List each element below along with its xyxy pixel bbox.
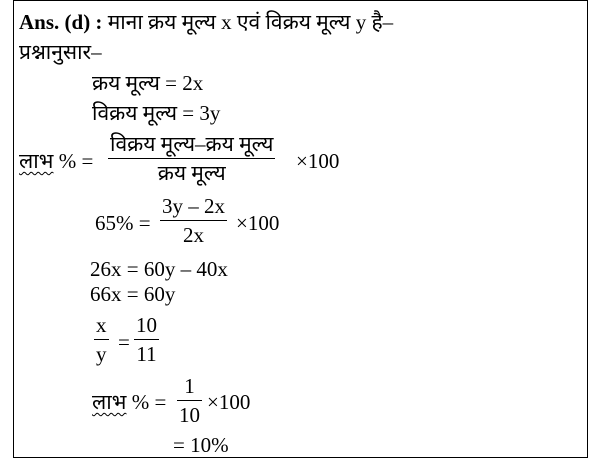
ratio-equals: = <box>118 330 130 354</box>
ratio-left-fraction <box>94 313 109 366</box>
final-profit-lhs-rest: % = <box>126 390 167 414</box>
final-fraction <box>177 374 202 427</box>
final-numerator: 1 <box>184 374 195 398</box>
cost-price-equation: क्रय मूल्य = 2x <box>92 71 204 95</box>
ratio-right-numerator: 10 <box>136 313 157 337</box>
fraction-bar <box>134 339 159 340</box>
profit-formula-numerator: विक्रय मूल्य–क्रय मूल्य <box>110 132 274 156</box>
ratio-right-denominator: 11 <box>136 342 157 366</box>
step1-lhs: 65% = <box>95 211 151 235</box>
fraction-bar <box>160 220 227 221</box>
step1-multiplier: ×100 <box>236 211 280 235</box>
fraction-bar <box>177 400 202 401</box>
result-line: = 10% <box>173 433 229 457</box>
ratio-left-numerator: x <box>96 313 107 337</box>
intro-text: माना क्रय मूल्य x एवं विक्रय मूल्य y है– <box>107 10 394 34</box>
according-to-question: प्रश्नानुसार– <box>19 40 102 64</box>
step1-fraction <box>160 194 227 247</box>
final-multiplier: ×100 <box>207 390 251 414</box>
profit-formula-fraction <box>108 132 275 185</box>
selling-price-equation: विक्रय मूल्य = 3y <box>92 101 221 125</box>
profit-formula-multiplier: ×100 <box>296 149 340 173</box>
step1-denominator: 2x <box>183 223 204 247</box>
answer-label: Ans. (d) : <box>19 10 103 34</box>
fraction-bar <box>94 339 109 340</box>
final-profit-word: लाभ <box>92 390 127 414</box>
final-profit-lhs <box>92 390 166 414</box>
ratio-right-fraction <box>134 313 159 366</box>
profit-lhs-rest: % = <box>53 149 94 173</box>
final-denominator: 10 <box>179 403 200 427</box>
fraction-bar <box>108 158 275 159</box>
profit-formula-lhs <box>19 149 93 173</box>
profit-word: लाभ <box>19 149 54 173</box>
step3-equation: 66x = 60y <box>90 282 176 306</box>
profit-formula-denominator: क्रय मूल्य <box>157 161 226 185</box>
answer-line <box>19 10 393 34</box>
step2-equation: 26x = 60y – 40x <box>90 257 228 281</box>
ratio-left-denominator: y <box>96 342 107 366</box>
step1-numerator: 3y – 2x <box>162 194 225 218</box>
